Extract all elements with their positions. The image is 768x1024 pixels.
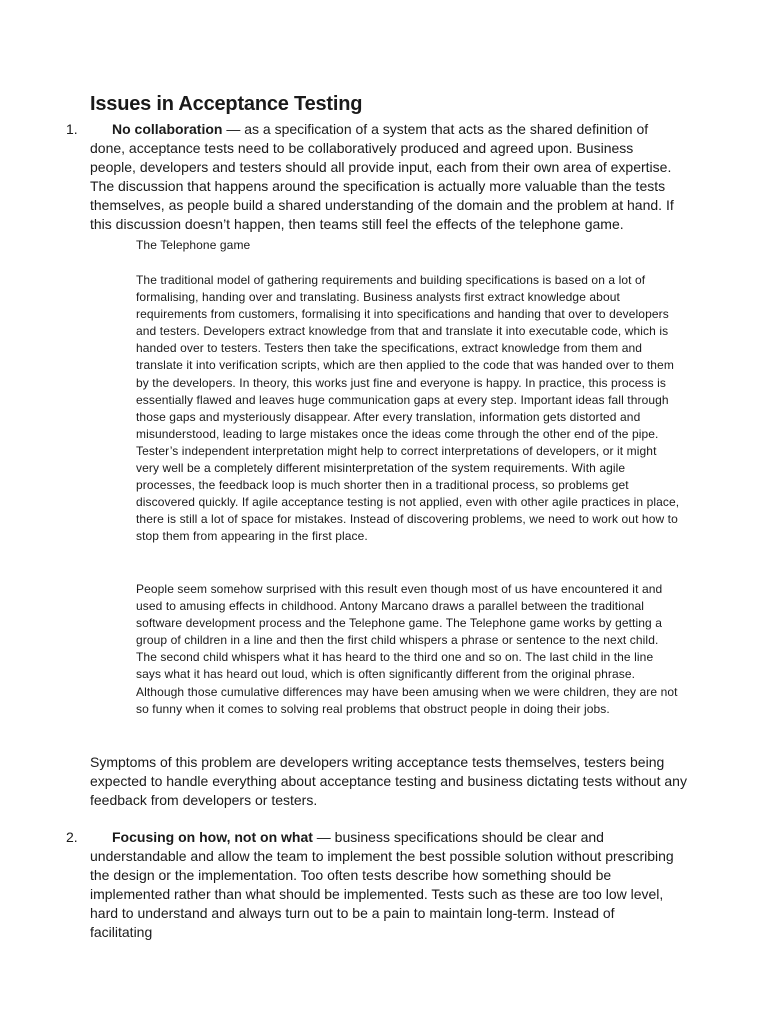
page-title: Issues in Acceptance Testing [90,93,363,115]
item-number-1: 1. [66,121,78,137]
issue-item-2 [90,828,680,942]
symptoms-paragraph: Symptoms of this problem are developers writing acceptance tests themselves, testers being expected to handle everything about acceptance testing and business dictating tests without any feedback from developers or testers. [90,754,687,808]
issue-item-2-text: — business specifications should be clear and understandable and allow the team to implement the best possible solution without prescribing the design or the implementation. Too often tests describe how something should be implemented rather than what should be implemented. Tests such as these are too low level, hard to understand and always turn out to be a pain to maintain long-term. Instead of facilitating [90,829,674,940]
quote-paragraph-2: People seem somehow surprised with this result even though most of us have encountered it and used to amusing effects in childhood. Antony Marcano draws a parallel between the traditional software development process and the Telephone game. The Telephone game works by getting a group of children in a line and then the first child whispers a phrase or sentence to the next child. The second child whispers what it has heard to the third one and so on. The last child in the line says what it has heard out loud, which is often significantly different from the original phrase. Although those cumulative differences may have been amusing when we were children, they are not so funny when it comes to solving real problems that obstruct people in doing their jobs. [136,582,678,716]
quote-heading: The Telephone game [136,238,251,252]
issue-item-1 [90,120,680,234]
issue-item-1-heading: No collaboration [112,121,223,137]
quote-paragraph-1: The traditional model of gathering requirements and building specifications is based on a lot of formalising, handing over and translating. Business analysts first extract knowledge about requirements from customers, formalising it into specifications and handing that over to developers and testers. Developers extract knowledge from that and translate it into executable code, which is handed over to testers. Testers then take the specifications, extract knowledge from them and translate it into verification scripts, which are then applied to the code that was handed over to them by the developers. In theory, this works just fine and everyone is happy. In practice, this process is essentially flawed and leaves huge communication gaps at every step. Important ideas fall through those gaps and mysteriously disappear. After every translation, information gets distorted and misunderstood, leading to large mistakes once the ideas come through the other end of the pipe. Tester’s independent interpretation might help to correct interpretations of developers, or it might very well be a completely different misinterpretation of the system requirements. With agile processes, the feedback loop is much shorter then in a traditional process, so problems get discovered quickly. If agile acceptance testing is not applied, even with other agile practices in place, there is still a lot of space for mistakes. Instead of discovering problems, we need to work out how to stop them from appearing in the first place. [136,273,680,544]
issue-item-1-text: — as a specification of a system that acts as the shared definition of done, acceptance tests need to be collaboratively produced and agreed upon. Business people, developers and testers should all provide input, each from their own area of expertise. The discussion that happens around the specification is actually more valuable than the tests themselves, as people build a shared understanding of the domain and the problem at hand. If this discussion doesn’t happen, then teams still feel the effects of the telephone game. [90,121,674,232]
issue-item-2-heading: Focusing on how, not on what [112,829,313,845]
item-number-2: 2. [66,829,78,845]
